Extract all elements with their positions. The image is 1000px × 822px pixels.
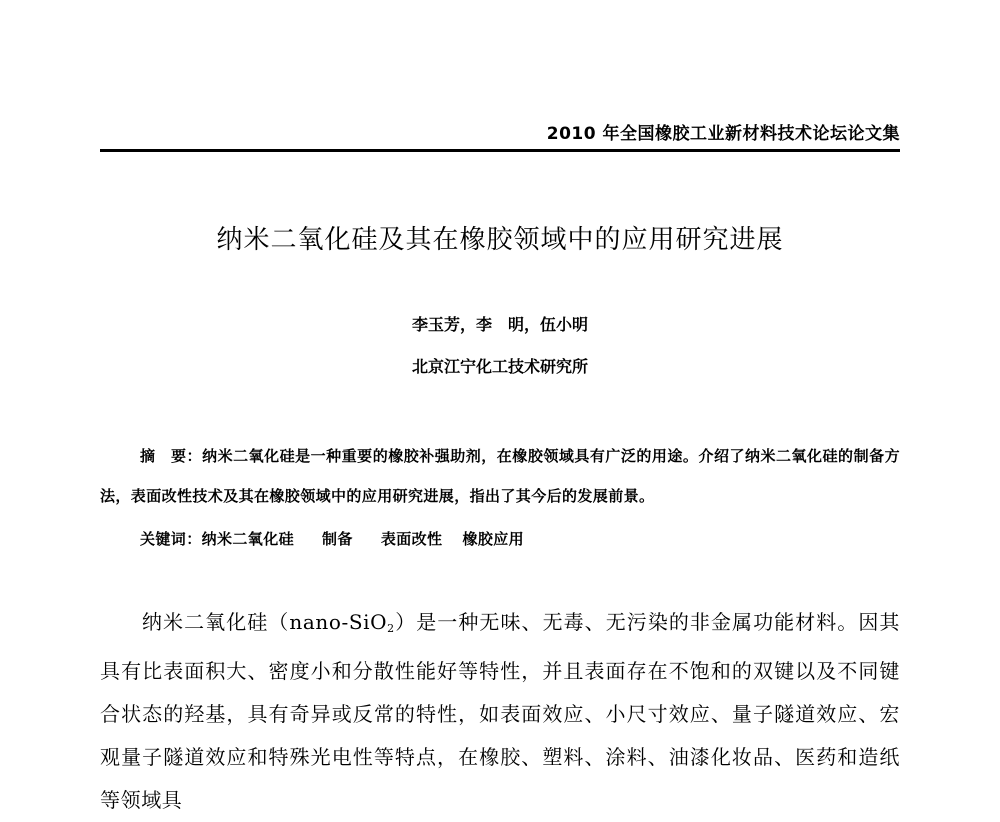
subscript-two: 2 [387,622,395,635]
keywords [140,525,900,553]
body-text-start: 纳米二氧化硅（nano-SiO [142,610,388,634]
keywords-label: 关键词： [140,530,202,548]
running-header: 2010 年全国橡胶工业新材料技术论坛论文集 [546,124,900,144]
paper-title: 纳米二氧化硅及其在橡胶领域中的应用研究进展 [216,225,784,255]
keyword-item: 表面改性 [380,530,443,548]
keyword-item: 纳米二氧化硅 [201,530,295,548]
keyword-item: 制备 [322,530,353,548]
body-paragraph [100,601,900,822]
keyword-item: 橡胶应用 [462,530,525,548]
abstract [100,436,900,516]
abstract-label: 摘 要： [140,447,203,465]
body-text-rest: ）是一种无味、无毒、无污染的非金属功能材料。因其具有比表面积大、密度小和分散性能好等特性，并且表面存在不饱和的双键以及不同键合状态的羟基，具有奇异或反常的特性，如表面效应、小尺寸效应、量子隧道效应、宏观量子隧道效应和特殊光电性等特点，在橡胶、塑料、涂料、油漆化妆品、医药和造纸等领域具 [100,610,900,812]
header-rule [100,149,900,152]
abstract-text: 纳米二氧化硅是一种重要的橡胶补强助剂，在橡胶领域具有广泛的用途。介绍了纳米二氧化硅的制备方法，表面改性技术及其在橡胶领域中的应用研究进展，指出了其今后的发展前景。 [100,447,900,505]
affiliation: 北京江宁化工技术研究所 [411,357,588,376]
author-list: 李玉芳，李 明，伍小明 [411,315,588,334]
